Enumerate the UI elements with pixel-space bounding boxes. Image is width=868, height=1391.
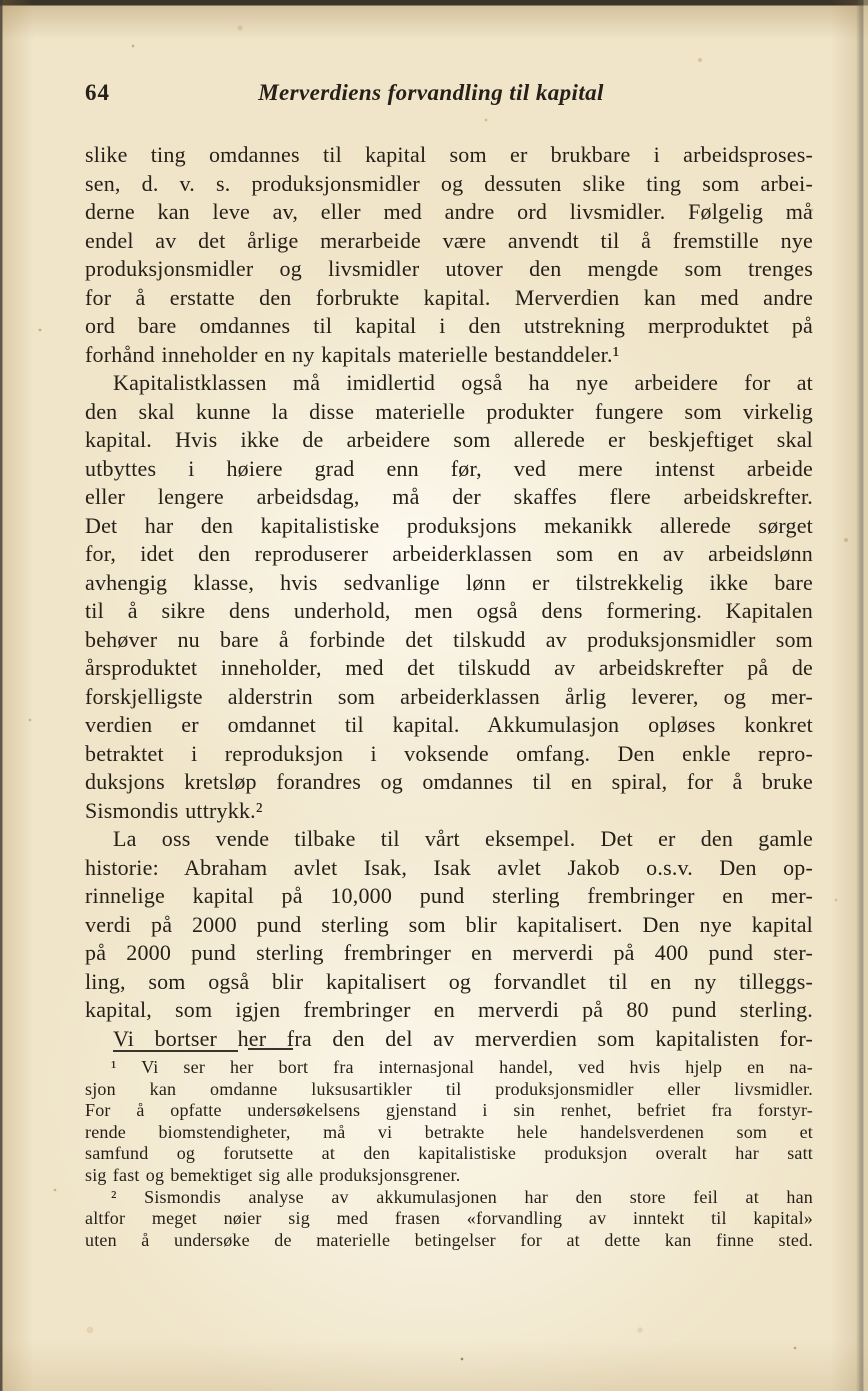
text-line: rinnelige kapital på 10,000 pund sterling frembringer en mer- [85,883,813,908]
text-line: Sismondis uttrykk.² [85,797,263,823]
text-line: avhengig klasse, hvis sedvanlige lønn er tilstrekkelig ikke bare [85,569,813,595]
text-line: på 2000 pund sterling frembringer en merverdi på 400 pund ster- [85,940,813,965]
paragraph [85,141,813,369]
text-line: kapital, som igjen frembringer en merverdi på 80 pund sterling. [85,997,813,1022]
text-line: ² Sismondis analyse av akkumulasjonen har den store feil at han [111,1186,813,1207]
text-line: Kapitalistklassen må imidlertid også ha nye arbeidere for at [113,370,813,395]
text-line: sen, d. v. s. produksjonsmidler og dessuten slike ting som arbei- [85,170,813,196]
text-line: den skal kunne la disse materielle produkter fungere som virkelig [85,398,813,424]
text-line: historie: Abraham avlet Isak, Isak avlet Jakob o.s.v. Den op- [85,854,813,880]
text-line: Det har den kapitalistiske produksjons mekanikk allerede sørget [85,512,813,538]
footnote-separator [113,1050,238,1052]
text-line: verdien er omdannet til kapital. Akkumulasjon opløses konkret [85,712,813,737]
text-line: uten å undersøke de materielle betingelser for at dette kan finne sted. [85,1229,813,1250]
text-line: slike ting omdannes til kapital som er brukbare i arbeidsproses- [85,142,813,167]
text-line: duksjons kretsløp forandres og omdannes til en spiral, for å bruke [85,769,813,794]
text-line: ord bare omdannes til kapital i den utstrekning merproduktet på [85,313,813,338]
text-line: årsproduktet inneholder, med det tilskudd av arbeidskrefter på de [85,655,813,680]
text-line: endel av det årlige merarbeide være anvendt til å fremstille nye [85,227,813,253]
text-line: kapital. Hvis ikke de arbeidere som allerede er beskjeftiget skal [85,427,813,452]
running-header [85,80,813,108]
paragraph [85,1025,813,1054]
text-line: betraktet i reproduksjon i voksende omfang. Den enkle repro- [85,740,813,766]
text-line: altfor meget nøier sig med frasen «forvandling av inntekt til kapital» [85,1208,813,1229]
text-line: forskjelligste alderstrin som arbeiderklassen årlig leverer, og mer- [85,683,813,709]
footnote [85,1057,813,1187]
text-line: forhånd inneholder en ny kapitals materielle bestanddeler.¹ [85,341,620,367]
text-line: ling, som også blir kapitalisert og forvandlet til en ny tilleggs- [85,968,813,994]
text-line: derne kan leve av, eller med andre ord livsmidler. Følgelig må [85,199,813,224]
text-line: behøver nu bare å forbinde det tilskudd av produksjonsmidler som [85,626,813,652]
text-line: produksjonsmidler og livsmidler utover den mengde som trenges [85,256,813,281]
footnote [85,1187,813,1252]
text-line: verdi på 2000 pund sterling som blir kapitalisert. Den nye kapital [85,911,813,937]
text-line: ¹ Vi ser her bort fra internasjonal handel, ved hvis hjelp en na- [111,1057,813,1077]
text-line: sig fast og bemektiget sig alle produksjonsgrener. [85,1164,461,1185]
text-line: For å opfatte undersøkelsens gjenstand i sin renhet, befriet fra forstyr- [85,1100,813,1121]
text-line: eller lengere arbeidsdag, må der skaffes flere arbeidskrefter. [85,484,813,509]
paragraph [85,369,813,825]
footnotes [85,1057,813,1251]
paragraph [85,825,813,1025]
text-line: for, idet den reproduserer arbeiderklassen som en av arbeidslønn [85,541,813,566]
text-line: til å sikre dens underhold, men også dens formering. Kapitalen [85,598,813,623]
text-line: utbyttes i høiere grad enn før, ved mere intenst arbeide [85,455,813,481]
text-line: samfund og forutsette at den kapitalistiske produksjon overalt har satt [85,1143,813,1164]
footnote-separator-fragment [248,1048,293,1050]
text-line: Vi bortser her fra den del av merverdien som kapitalisten for- [113,1025,813,1051]
text-line: rende biomstendigheter, må vi betrakte hele handelsverdenen som et [85,1121,813,1142]
body-text [85,141,813,1053]
page-number: 64 [85,80,110,105]
text-line: La oss vende tilbake til vårt eksempel. Det er den gamle [113,826,813,851]
text-line: for å erstatte den forbrukte kapital. Merverdien kan med andre [85,284,813,310]
running-title: Merverdiens forvandling til kapital [258,80,604,105]
text-line: sjon kan omdanne luksusartikler til produksjonsmidler eller livsmidler. [85,1078,813,1099]
